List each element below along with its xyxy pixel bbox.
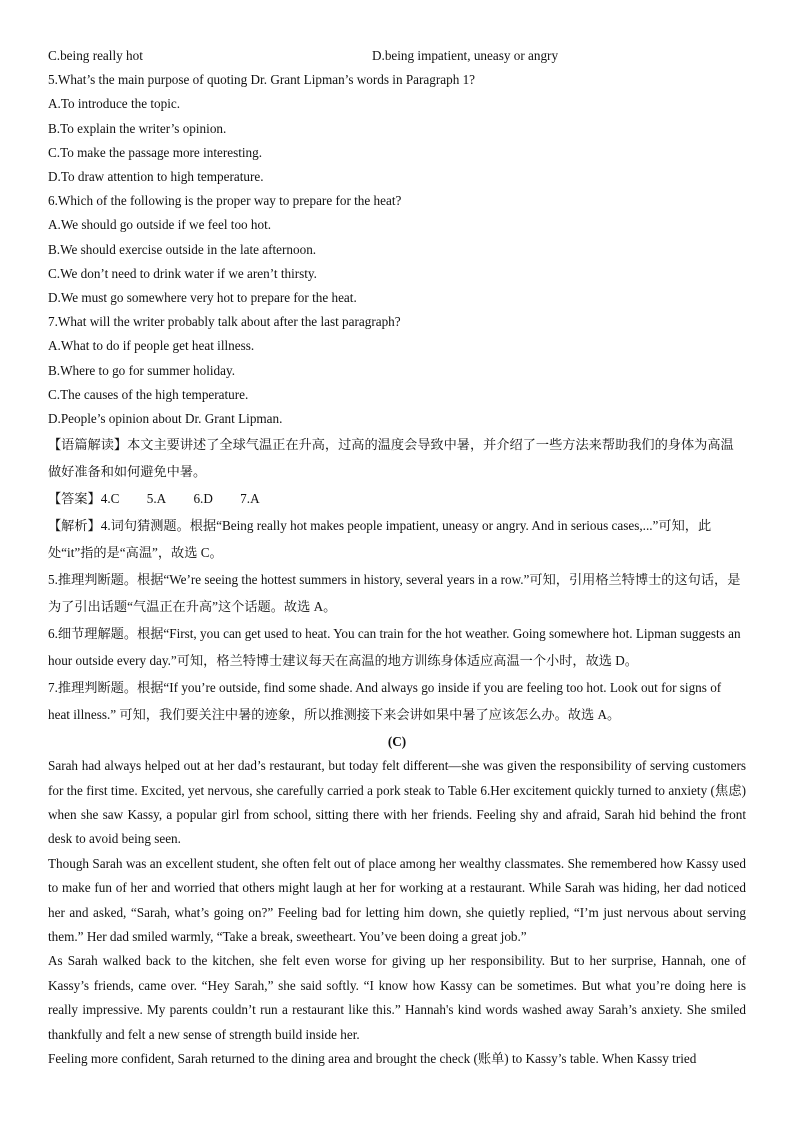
- section-c-title: (C): [387, 734, 407, 750]
- passage-paragraph-4: Feeling more confident, Sarah returned to the dining area and brought the check (账单) to Kassy’s table. When Kassy tried: [48, 1051, 697, 1067]
- explanation-5: 5.推理判断题。根据“We’re seeing the hottest summers in history, several years in a row.”可知，引用格兰特博士的这句话，是为了引出话题“气温正在升高”这个话题。故选 A。: [48, 572, 741, 615]
- q6-option-a: A.We should go outside if we feel too hot.: [48, 217, 272, 233]
- q7-stem: 7.What will the writer probably talk about after the last paragraph?: [48, 314, 401, 330]
- passage-paragraph-3: As Sarah walked back to the kitchen, she felt even worse for giving up her responsibility. But to her surprise, Hannah, one of Kassy’s friends, came over. “Hey Sarah,” she said softly. “I know how Kassy can be sometimes. But what you’re doing here is really impressive. My parents couldn’t run a restaurant like this.” Hannah's kind words washed away Sarah’s anxiety. She smiled thankfully and felt a new sense of strength build inside her.: [48, 953, 746, 1042]
- q7-option-a: A.What to do if people get heat illness.: [48, 338, 255, 354]
- answer-7: 7.A: [240, 491, 260, 507]
- section-c-passage: [48, 754, 746, 1071]
- q5-stem: 5.What’s the main purpose of quoting Dr. Grant Lipman’s words in Paragraph 1?: [48, 72, 476, 88]
- q6-option-b: B.We should exercise outside in the late afternoon.: [48, 241, 317, 257]
- q4-option-c: C.being really hot: [48, 48, 143, 63]
- explanation-6: 6.细节理解题。根据“First, you can get used to heat. You can train for the hot weather. Going somewhere hot. Lipman suggests an hour outside every day.”可知，格兰特博士建议每天在高温的地方训练身体适应高温一个小时，故选 D。: [48, 626, 741, 669]
- passage-paragraph-2: Though Sarah was an excellent student, she often felt out of place among her wealthy classmates. She remembered how Kassy used to make fun of her and worried that others might laugh at her for working at a restaurant. While Sarah was hiding, her dad noticed her and asked, “Sarah, what’s going on?” Feeling bad for letting him down, she quietly replied, “I’m just nervous about serving them.” Her dad smiled warmly, “Take a break, sweetheart. You’ve been doing a great job.”: [48, 855, 746, 945]
- answer-5: 5.A: [146, 491, 167, 507]
- passage-paragraph-1: Sarah had always helped out at her dad’s restaurant, but today felt different—she was given the responsibility of serving customers for the first time. Excited, yet nervous, she carefully carried a pork steak to Table 6.Her excitement quickly turned to anxiety (焦虑) when she saw Kassy, a popular girl from school, sitting there with her friends. Feeling shy and afraid, Sarah hid behind the front desk to avoid being seen.: [48, 758, 746, 847]
- q5-option-b: B.To explain the writer’s opinion.: [48, 120, 227, 136]
- passage-summary: 【语篇解读】本文主要讲述了全球气温正在升高，过高的温度会导致中暑，并介绍了一些方法来帮助我们的身体为高温做好准备和如何避免中暑。: [48, 437, 734, 480]
- q4-option-d: D.being impatient, uneasy or angry: [372, 48, 559, 63]
- q7-option-c: C.The causes of the high temperature.: [48, 386, 249, 402]
- explanation-7: 7.推理判断题。根据“If you’re outside, find some shade. And always go inside if you are feeling too hot. Look out for signs of heat illness.” 可知，我们要关注中暑的迹象，所以推测接下来会讲如果中暑了应该怎么办。故选 A。: [48, 680, 722, 723]
- document-page: [48, 44, 746, 1072]
- q5-option-a: A.To introduce the topic.: [48, 96, 181, 112]
- q5-option-d: D.To draw attention to high temperature.: [48, 169, 264, 184]
- q6-option-c: C.We don’t need to drink water if we aren’t thirsty.: [48, 265, 317, 281]
- q5-option-c: C.To make the passage more interesting.: [48, 144, 263, 160]
- answer-key: [48, 485, 746, 512]
- explanation-4: 【解析】4.词句猜测题。根据“Being really hot makes people impatient, uneasy or angry. And in serious cases,...”可知，此处“it”指的是“高温”，故选 C。: [48, 518, 712, 561]
- answer-6: 6.D: [193, 491, 213, 507]
- question-4-options-tail: [48, 44, 746, 68]
- question-7: [48, 310, 746, 431]
- q6-stem: 6.Which of the following is the proper way to prepare for the heat?: [48, 193, 402, 209]
- q7-option-b: B.Where to go for summer holiday.: [48, 362, 236, 378]
- q6-option-d: D.We must go somewhere very hot to prepare for the heat.: [48, 290, 357, 306]
- q7-option-d: D.People’s opinion about Dr. Grant Lipman.: [48, 411, 283, 427]
- analysis-section: [48, 431, 746, 728]
- question-5: [48, 68, 746, 189]
- answer-label: 【答案】4.C: [48, 491, 120, 507]
- question-6: [48, 189, 746, 310]
